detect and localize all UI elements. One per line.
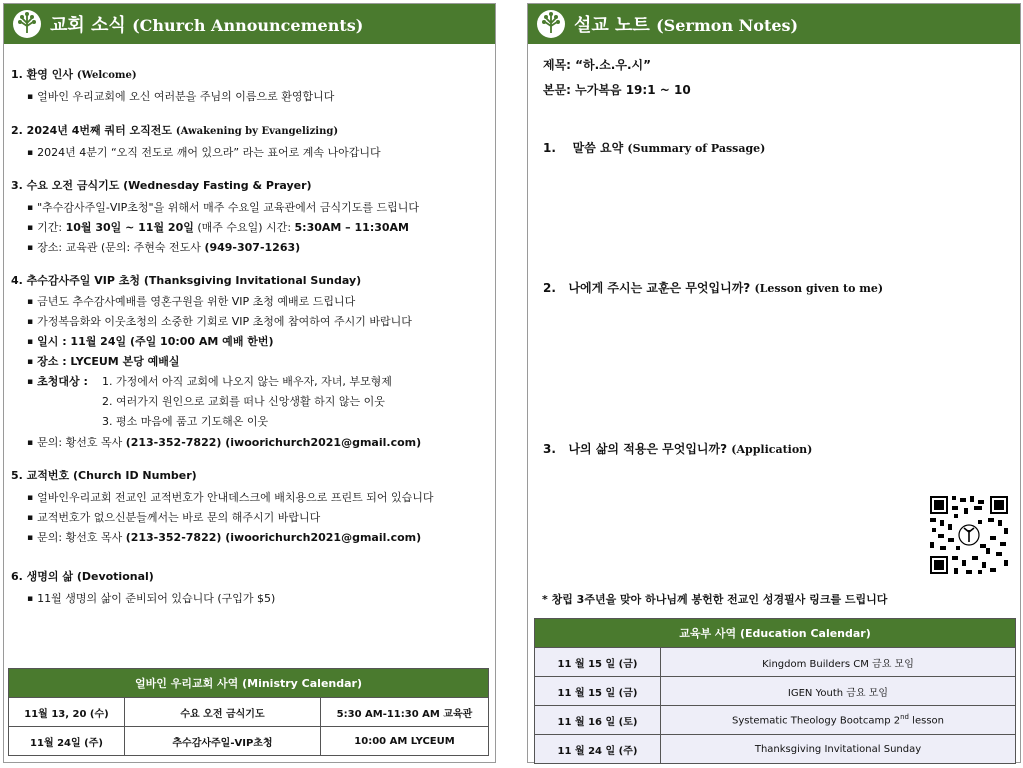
- calendar-event: 추수감사주일-VIP초청: [125, 727, 321, 756]
- sermon-banner: [528, 4, 1020, 44]
- calendar-date: 11 월 15 일 (금): [535, 648, 661, 677]
- church-logo-icon: [536, 9, 566, 39]
- qr-code-icon[interactable]: [928, 494, 1010, 576]
- calendar-date: 11 월 24 일 (주): [535, 735, 661, 764]
- announcements-banner: [4, 4, 495, 44]
- sermon-title-banner: 설교 노트 (Sermon Notes): [574, 15, 799, 36]
- announcements-title: 교회 소식 (Church Announcements): [50, 15, 364, 36]
- section-evangelizing-title: 2. 2024년 4번째 쿼터 오직전도 (Awakening by Evangelizing): [11, 124, 339, 137]
- calendar-event: Kingdom Builders CM 금요 모임: [661, 648, 1016, 677]
- calendar-date: 11 월 16 일 (토): [535, 706, 661, 735]
- table-row: [535, 648, 1016, 677]
- lesson-section-title: 2. 나에게 주시는 교훈은 무엇입니까? (Lesson given to me): [543, 281, 884, 295]
- fasting-bullet: ▪ "추수감사주일-VIP초청"을 위해서 매주 수요일 교육관에서 금식기도를 드립니다: [27, 199, 419, 215]
- calendar-event: IGEN Youth 금요 모임: [661, 677, 1016, 706]
- thanksgiving-place: ▪ 장소 : LYCEUM 본당 예배실: [27, 353, 180, 369]
- table-row: [535, 735, 1016, 764]
- thanksgiving-contact: ▪ 문의: 황선호 목사 (213-352-7822) (iwoorichurch2021@gmail.com): [27, 434, 421, 450]
- table-row: [9, 727, 489, 756]
- calendar-event: 수요 오전 금식기도: [125, 698, 321, 727]
- sermon-title: 제목: “하.소.우.시”: [543, 58, 651, 72]
- fasting-period: ▪ 기간: 10월 30일 ~ 11월 20일 (매주 수요일) 시간: 5:30AM – 11:30AM: [27, 219, 409, 235]
- qr-link-note: * 창립 3주년을 맞아 하나님께 봉헌한 전교인 성경필사 링크를 드립니다: [542, 593, 888, 606]
- summary-section-title: 1. 말씀 요약 (Summary of Passage): [543, 141, 766, 155]
- calendar-date: 11월 13, 20 (수): [9, 698, 125, 727]
- section-devotional-title: 6. 생명의 삶 (Devotional): [11, 570, 154, 583]
- calendar-date: 11 월 15 일 (금): [535, 677, 661, 706]
- target-item: 3. 평소 마음에 품고 기도해온 이웃: [102, 415, 269, 428]
- target-item: 1. 가정에서 아직 교회에 나오지 않는 배우자, 자녀, 부모형제: [102, 375, 392, 388]
- table-row: [535, 677, 1016, 706]
- ministry-calendar-header: 얼바인 우리교회 사역 (Ministry Calendar): [9, 669, 489, 698]
- education-calendar-header: 교육부 사역 (Education Calendar): [535, 619, 1016, 648]
- evangelizing-bullet: ▪ 2024년 4분기 “오직 전도로 깨어 있으라” 라는 표어로 계속 나아갑니다: [27, 144, 381, 160]
- thanksgiving-date: ▪ 일시 : 11월 24일 (주일 10:00 AM 예배 한번): [27, 333, 274, 349]
- table-row: [9, 698, 489, 727]
- church-id-contact: ▪ 문의: 황선호 목사 (213-352-7822) (iwoorichurch2021@gmail.com): [27, 529, 421, 545]
- church-logo-icon: [12, 9, 42, 39]
- table-row: [535, 706, 1016, 735]
- calendar-time: 5:30 AM-11:30 AM 교육관: [321, 698, 489, 727]
- devotional-bullet: ▪ 11월 생명의 삶이 준비되어 있습니다 (구입가 $5): [27, 590, 275, 606]
- section-fasting-title: 3. 수요 오전 금식기도 (Wednesday Fasting & Prayer): [11, 179, 312, 192]
- calendar-event: Thanksgiving Invitational Sunday: [661, 735, 1016, 764]
- sermon-text: 본문: 누가복음 19:1 ~ 10: [543, 83, 691, 97]
- calendar-time: 10:00 AM LYCEUM: [321, 727, 489, 756]
- section-welcome-title: 1. 환영 인사 (Welcome): [11, 68, 137, 81]
- calendar-date: 11월 24일 (주): [9, 727, 125, 756]
- education-calendar: [534, 618, 1016, 764]
- ministry-calendar: [8, 668, 489, 756]
- target-item: 2. 여러가지 원인으로 교회를 떠나 신앙생활 하지 않는 이웃: [102, 395, 385, 408]
- church-announcements-panel: [3, 3, 496, 763]
- application-section-title: 3. 나의 삶의 적용은 무엇입니까? (Application): [543, 442, 813, 456]
- church-id-bullet: ▪ 교적번호가 없으신분들께서는 바로 문의 해주시기 바랍니다: [27, 509, 320, 525]
- thanksgiving-target-label: ▪ 초청대상 :: [27, 373, 88, 389]
- calendar-event: Systematic Theology Bootcamp 2nd lesson: [661, 706, 1016, 735]
- church-id-bullet: ▪ 얼바인우리교회 전교인 교적번호가 안내데스크에 배치용으로 프린트 되어 있습니다: [27, 489, 434, 505]
- section-thanksgiving-title: 4. 추수감사주일 VIP 초청 (Thanksgiving Invitational Sunday): [11, 274, 362, 287]
- thanksgiving-bullet: ▪ 가정복음화와 이웃초청의 소중한 기회로 VIP 초청에 참여하여 주시기 바랍니다: [27, 313, 412, 329]
- sermon-notes-panel: [527, 3, 1021, 763]
- thanksgiving-bullet: ▪ 금년도 추수감사예배를 영혼구원을 위한 VIP 초청 예배로 드립니다: [27, 293, 355, 309]
- section-church-id-title: 5. 교적번호 (Church ID Number): [11, 469, 197, 482]
- welcome-bullet: ▪ 얼바인 우리교회에 오신 여러분을 주님의 이름으로 환영합니다: [27, 88, 334, 104]
- fasting-place: ▪ 장소: 교육관 (문의: 주현숙 전도사 (949-307-1263): [27, 239, 300, 255]
